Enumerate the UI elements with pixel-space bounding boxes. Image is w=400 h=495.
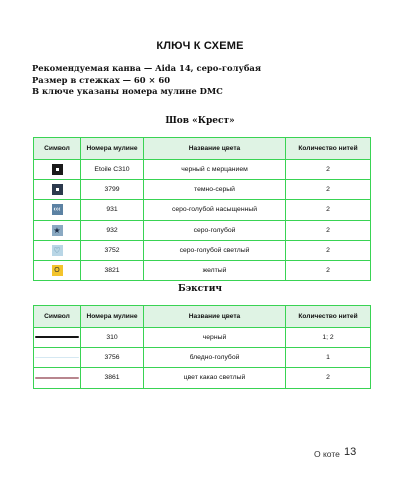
thread-number: 3756	[81, 348, 144, 368]
thread-count: 2	[286, 180, 371, 200]
pattern-info	[32, 63, 261, 98]
footer-chapter: О коте	[314, 449, 340, 459]
cross-stitch-title: Шов «Крест»	[165, 116, 235, 126]
thread-number: 3799	[81, 180, 144, 200]
color-name: цвет какао светлый	[144, 368, 286, 388]
color-name: темно-серый	[144, 180, 286, 200]
thread-count: 2	[286, 200, 371, 220]
thread-count: 2	[286, 260, 371, 280]
table-row	[34, 348, 371, 368]
table-header-row	[34, 306, 371, 328]
color-name: серо-голубой насыщенный	[144, 200, 286, 220]
table-row	[34, 240, 371, 260]
thread-count: 2	[286, 160, 371, 180]
black-square-dot-icon	[52, 164, 63, 175]
thread-number: 932	[81, 220, 144, 240]
color-name: желтый	[144, 260, 286, 280]
thread-count: 2	[286, 220, 371, 240]
canvas-info: Рекомендуемая канва — Aida 14, серо-голубая	[32, 63, 262, 73]
thread-number: Etoile C310	[81, 160, 144, 180]
header-number: Номера мулине	[81, 306, 144, 328]
header-threads: Количество нитей	[286, 306, 371, 328]
header-symbol: Символ	[34, 306, 81, 328]
black-line-icon	[35, 336, 79, 338]
header-color-name: Название цвета	[144, 306, 286, 328]
table-header-row	[34, 138, 371, 160]
table-row	[34, 328, 371, 348]
thread-count: 1; 2	[286, 328, 371, 348]
heart-icon: ♡	[53, 245, 61, 255]
thread-count: 1	[286, 348, 371, 368]
cocoa-line-icon	[35, 377, 79, 379]
star-icon: ★	[53, 225, 61, 235]
table-row	[34, 260, 371, 280]
table-row	[34, 368, 371, 388]
thread-number: 3752	[81, 240, 144, 260]
color-name: серо-голубой	[144, 220, 286, 240]
thread-count: 2	[286, 240, 371, 260]
page-number: 13	[344, 446, 357, 458]
backstitch-title: Бэкстич	[178, 284, 222, 294]
thread-number: 3821	[81, 260, 144, 280]
size-info: Размер в стежках — 60 × 60	[32, 74, 171, 85]
table-row	[34, 200, 371, 220]
header-number: Номера мулине	[81, 138, 144, 160]
table-row	[34, 180, 371, 200]
thread-count: 2	[286, 368, 371, 388]
triple-chevron-icon: ‹‹‹	[53, 206, 61, 214]
header-symbol: Символ	[34, 138, 81, 160]
circle-icon: O	[52, 265, 63, 276]
cross-stitch-table	[33, 137, 371, 281]
table-row	[34, 160, 371, 180]
backstitch-table	[33, 305, 371, 389]
thread-number: 3861	[81, 368, 144, 388]
table-row	[34, 220, 371, 240]
thread-number: 310	[81, 328, 144, 348]
color-name: черный с мерцанием	[144, 160, 286, 180]
header-color-name: Название цвета	[144, 138, 286, 160]
color-name: черный	[144, 328, 286, 348]
dark-grey-square-dot-icon	[52, 184, 63, 195]
header-threads: Количество нитей	[286, 138, 371, 160]
thread-info: В ключе указаны номера мулине DMC	[32, 86, 223, 96]
color-name: бледно-голубой	[144, 348, 286, 368]
light-blue-line-icon	[35, 357, 79, 358]
thread-number: 931	[81, 200, 144, 220]
color-name: серо-голубой светлый	[144, 240, 286, 260]
page-title: КЛЮЧ К СХЕМЕ	[156, 40, 244, 52]
